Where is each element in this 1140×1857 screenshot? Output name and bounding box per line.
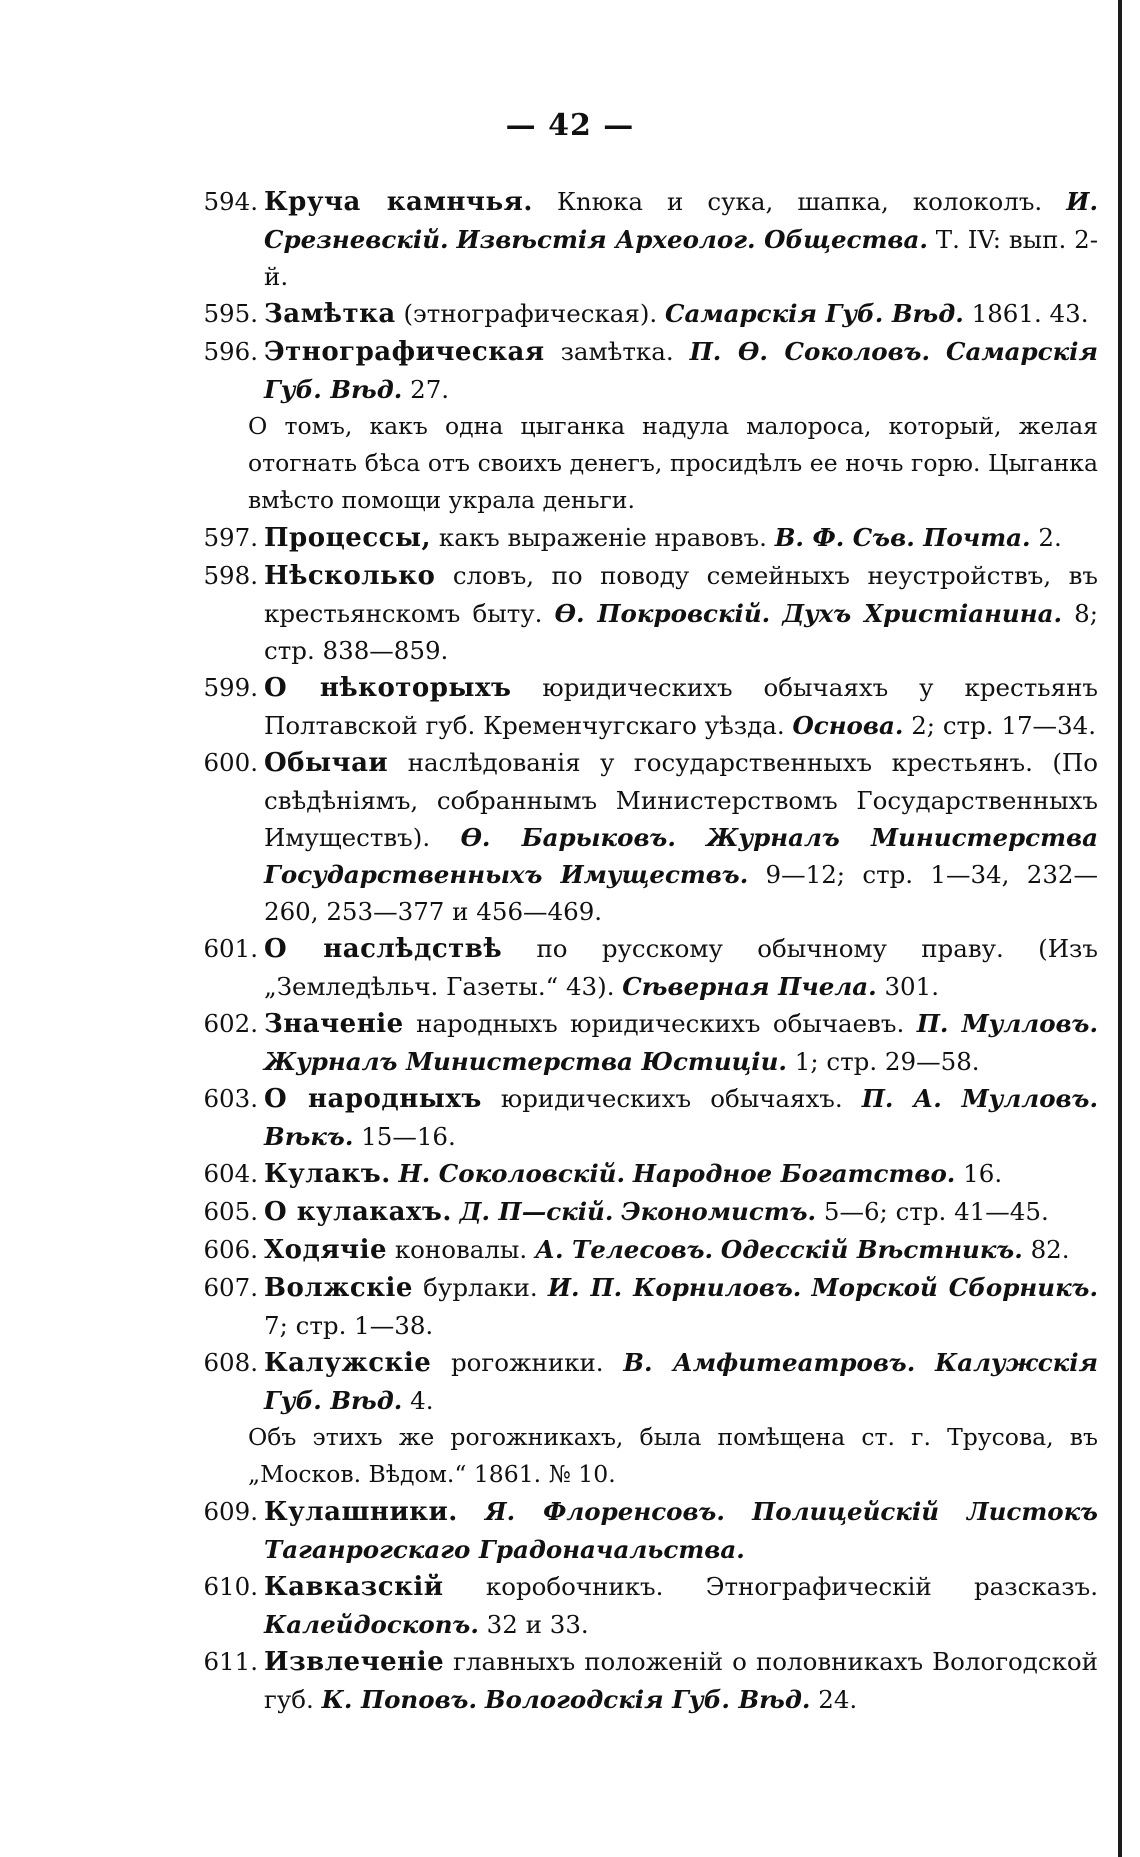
- entry-details: 1; стр. 29—58.: [794, 1047, 980, 1076]
- entry-source: Вѣкъ.: [264, 1122, 354, 1151]
- entry-source: Народное Богатство.: [632, 1159, 956, 1188]
- entry-details: Т. IV: вып. 2-й.: [264, 225, 1098, 291]
- entry-annotation: О томъ, какъ одна цыганка надула малороса, который, желая отогнать бѣса отъ своихъ денегъ, просидѣлъ ее ночь горю. Цыганка вмѣсто помощи украла деньги.: [248, 412, 1098, 514]
- entry-author: И. П. Корниловъ.: [547, 1273, 802, 1302]
- entry-details: 82.: [1030, 1235, 1070, 1264]
- entry-text: наслѣдованія у государственныхъ крестьянъ. (По свѣдѣніямъ, собраннымъ Министерствомъ Государственныхъ Имуществъ).: [264, 748, 1098, 852]
- entry-author: А. Телесовъ.: [535, 1235, 714, 1264]
- bibliography-entry: [178, 744, 1098, 930]
- page-number: — 42 —: [505, 108, 635, 143]
- entry-text: рогожники.: [450, 1348, 604, 1377]
- entry-author: В. Амфитеатровъ.: [623, 1348, 916, 1377]
- entry-author: П. Ѳ. Соколовъ.: [689, 337, 931, 366]
- entry-number: 604.: [203, 1159, 258, 1188]
- bibliography-entry: [178, 1080, 1098, 1155]
- entry-title: Извлеченіе: [264, 1647, 445, 1677]
- entry-title: О нѣкоторыхъ: [264, 673, 512, 703]
- entry-author: Н. Соколовскій.: [398, 1159, 626, 1188]
- bibliography-entry: [178, 1231, 1098, 1269]
- bibliography-entry: [178, 930, 1098, 1005]
- entry-title: Калужскіе: [264, 1348, 432, 1378]
- entry-text: главныхъ положеній о половникахъ Вологодской губ.: [264, 1647, 1098, 1714]
- page-edge-rule: [1118, 0, 1122, 1857]
- entry-details: 16.: [963, 1159, 1003, 1188]
- entry-title: Кулакъ.: [264, 1159, 391, 1189]
- entry-author: П. А. Мулловъ.: [861, 1084, 1098, 1113]
- entry-source: Экономистъ.: [621, 1197, 817, 1226]
- entry-title: Круча камнчья.: [264, 187, 533, 217]
- entry-details: 32 и 33.: [486, 1610, 589, 1639]
- entry-source: Духъ Христіанина.: [782, 599, 1063, 628]
- entry-number: 608.: [203, 1348, 258, 1377]
- entry-details: 8; стр. 838—859.: [264, 599, 1099, 665]
- bibliography-entry: [178, 519, 1098, 557]
- bibliography-entry: [178, 1643, 1098, 1718]
- entry-details: 2.: [1038, 523, 1062, 552]
- entry-source: Калужскія Губ. Вѣд.: [264, 1348, 1098, 1415]
- entry-text: народныхъ юридическихъ обычаевъ.: [416, 1009, 905, 1038]
- entry-details: 5—6; стр. 41—45.: [823, 1197, 1049, 1226]
- entry-number: 611.: [203, 1647, 258, 1676]
- entry-title: Значеніе: [264, 1009, 404, 1039]
- entry-details: 4.: [410, 1386, 434, 1415]
- entry-text: (этнографическая).: [403, 299, 658, 328]
- entry-author: Д. П—скій.: [459, 1197, 614, 1226]
- entry-title: Нѣсколько: [264, 561, 436, 591]
- entry-source: В. Ф. Съв. Почта.: [774, 523, 1031, 552]
- bibliography-entry: [178, 1193, 1098, 1231]
- entry-source: Вологодскія Губ. Вѣд.: [484, 1685, 811, 1714]
- entry-title: Процессы,: [264, 523, 432, 553]
- bibliography-entry: [178, 1269, 1098, 1344]
- entry-number: 598.: [203, 561, 258, 590]
- entry-number: 603.: [203, 1084, 258, 1113]
- entry-author: П. Мулловъ.: [916, 1009, 1098, 1038]
- entry-number: 601.: [203, 934, 258, 963]
- entry-text: коновалы.: [394, 1235, 528, 1264]
- entry-number: 610.: [203, 1572, 258, 1601]
- entry-text: коробочникъ. Этнографическій разсказъ.: [485, 1572, 1098, 1601]
- entry-details: 27.: [410, 375, 450, 404]
- entry-text: Кnюка и сука, шапка, колоколъ.: [556, 187, 1043, 216]
- entry-author: Я. Флоренсовъ.: [485, 1497, 725, 1526]
- entry-details: 7; стр. 1—38.: [264, 1311, 434, 1340]
- bibliography-entry: [178, 1493, 1098, 1568]
- entry-source: Журналъ Министерства Юстиціи.: [264, 1047, 787, 1076]
- entry-title: Замѣтка: [264, 299, 396, 329]
- entry-source: Сѣверная Пчела.: [622, 972, 877, 1001]
- entry-number: 607.: [203, 1273, 258, 1302]
- bibliography-entry: [178, 295, 1098, 333]
- bibliography-entry: [178, 669, 1098, 744]
- entry-title: Этнографическая: [264, 337, 545, 367]
- entry-source: Полицейскій Листокъ Таганрогскаго Градоначальства.: [264, 1497, 1098, 1564]
- entry-details: 15—16.: [361, 1122, 456, 1151]
- entry-title: Ходячіе: [264, 1235, 388, 1265]
- entry-source: Извѣстія Археолог. Общества.: [456, 225, 928, 254]
- bibliography-list: [178, 183, 1098, 1718]
- entry-details: 24.: [818, 1685, 858, 1714]
- entry-number: 609.: [203, 1497, 258, 1526]
- entry-title: О народныхъ: [264, 1084, 482, 1114]
- bibliography-entry: [178, 333, 1098, 408]
- bibliography-entry: [178, 1568, 1098, 1643]
- entry-number: 602.: [203, 1009, 258, 1038]
- entry-details: 2; стр. 17—34.: [911, 711, 1097, 740]
- entry-title: Кавказскій: [264, 1572, 444, 1602]
- entry-source: Морской Сборникъ.: [811, 1273, 1099, 1302]
- bibliography-entry: [178, 1005, 1098, 1080]
- entry-text: юридическихъ обычаяхъ.: [500, 1084, 843, 1113]
- entry-text: словъ, по поводу семейныхъ неустройствъ, въ крестьянскомъ быту.: [264, 561, 1099, 628]
- entry-source: Журналъ Министерства Государственныхъ Имуществъ.: [264, 823, 1098, 889]
- entry-number: 594.: [203, 187, 258, 216]
- entry-author: И. Срезневскій.: [264, 187, 1098, 254]
- entry-source: Самарскія Губ. Вѣд.: [264, 337, 1098, 404]
- entry-number: 605.: [203, 1197, 258, 1226]
- entry-author: Ѳ. Барыковъ.: [460, 823, 676, 852]
- entry-text: юридическихъ обычаяхъ у крестьянъ Полтавской губ. Кременчугскаго уѣзда.: [264, 673, 1098, 740]
- entry-details: 1861. 43.: [971, 299, 1089, 328]
- bibliography-entry: [178, 557, 1098, 669]
- bibliography-entry: [178, 1344, 1098, 1419]
- entry-title: О наслѣдствѣ: [264, 934, 503, 964]
- entry-number: 595.: [203, 299, 258, 328]
- entry-details: 9—12; стр. 1—34, 232—260, 253—377 и 456—469.: [264, 860, 1098, 926]
- entry-number: 606.: [203, 1235, 258, 1264]
- entry-number: 596.: [203, 337, 258, 366]
- entry-title: Обычаи: [264, 748, 389, 778]
- entry-number: 599.: [203, 673, 258, 702]
- entry-source: Самарскія Губ. Вѣд.: [664, 299, 964, 328]
- entry-text: какъ выраженіе нравовъ.: [438, 523, 767, 552]
- entry-text: бурлаки.: [423, 1273, 538, 1302]
- entry-details: 301.: [884, 972, 940, 1001]
- bibliography-entry: [178, 1155, 1098, 1193]
- entry-number: 600.: [203, 748, 258, 777]
- entry-author: Ѳ. Покровскій.: [554, 599, 771, 628]
- entry-text: замѣтка.: [560, 337, 674, 366]
- bibliography-entry: [178, 183, 1098, 295]
- entry-title: Кулашники.: [264, 1497, 458, 1527]
- entry-annotation: Объ этихъ же рогожникахъ, была помѣщена ст. г. Трусова, въ „Москов. Вѣдом.“ 1861. № 10.: [248, 1423, 1098, 1488]
- entry-number: 597.: [203, 523, 258, 552]
- entry-author: К. Поповъ.: [321, 1685, 478, 1714]
- entry-title: Волжскіе: [264, 1273, 413, 1303]
- entry-source: Одесскій Вѣстникъ.: [720, 1235, 1023, 1264]
- entry-source: Основа.: [792, 711, 904, 740]
- entry-text: по русскому обычному праву. (Изъ „Земледѣльч. Газеты.“ 43).: [264, 934, 1099, 1001]
- entry-title: О кулакахъ.: [264, 1197, 452, 1227]
- entry-source: Калейдоскопъ.: [264, 1610, 479, 1639]
